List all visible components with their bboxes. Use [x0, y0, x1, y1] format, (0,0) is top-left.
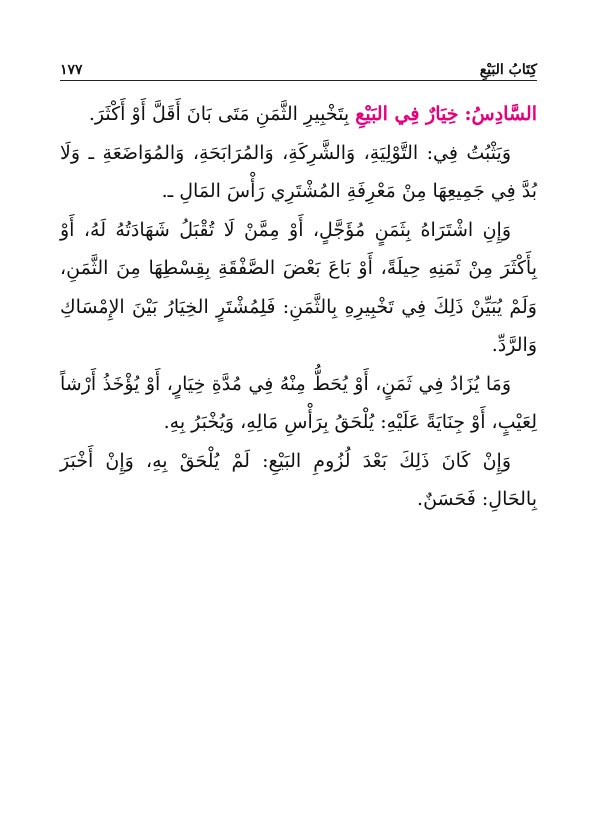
- paragraph-4: وَإِنْ كَانَ ذَلِكَ بَعْدَ لُزُومِ البَيْعِ: لَمْ يُلْحَقْ بِهِ، وَإِنْ أَخْبَرَ بِالحَالِ: فَحَسَنٌ.: [60, 449, 537, 510]
- book-page: [60, 52, 537, 519]
- page-content: [60, 95, 537, 519]
- header-divider: [60, 80, 537, 81]
- section-title: خِيَارٌ فِي البَيْعِ: [355, 103, 459, 125]
- section-text: بِتَخْبِيرِ الثَّمَنِ مَتَى بَانَ أَقَلَّ أَوْ أَكْثَرَ.: [88, 103, 350, 125]
- paragraph-2: وَإِنِ اشْتَرَاهُ بِثَمَنٍ مُؤَجَّلٍ، أَوْ مِمَّنْ لَا تُقْبَلُ شَهَادَتُهُ لَهُ، أَوْ بِأَكْثَرَ مِنْ ثَمَنِهِ حِيلَةً، أَوْ بَاعَ بَعْضَ الصَّفْقَةِ بِقِسْطِهَا مِنَ الثَّمَنِ، وَلَمْ يُبَيِّنْ ذَلِكَ فِي تَخْبِيرِهِ بِالثَّمَنِ: فَلِمُشْتَرٍ الخِيَارُ بَيْنَ الإِمْسَاكِ وَالرَّدِّ.: [60, 218, 537, 356]
- page-header: [60, 52, 537, 78]
- section-number: السَّادِسُ:: [464, 103, 537, 125]
- paragraph-1: وَيَثْبُتُ فِي: التَّوْلِيَةِ، وَالشَّرِكَةِ، وَالمُرَابَحَةِ، وَالمُوَاضَعَةِ ـ وَلَا بُدَّ فِي جَمِيعِهَا مِنْ مَعْرِفَةِ المُشْتَرِي رَأْسَ المَالِ ـ.: [60, 141, 537, 202]
- section-sixth-paragraph: [60, 95, 537, 134]
- running-title: كِتَابُ البَيْعِ: [479, 62, 537, 78]
- paragraph-3: وَمَا يُزَادُ فِي ثَمَنٍ، أَوْ يُحَطُّ مِنْهُ فِي مُدَّةِ خِيَارٍ، أَوْ يُؤْخَذُ أَرْشاً لِعَيْبٍ، أَوْ جِنَايَةً عَلَيْهِ: يُلْحَقُ بِرَأْسِ مَالِهِ، وَيُخْبَرُ بِهِ.: [60, 372, 537, 433]
- page-number: ١٧٧: [60, 62, 83, 78]
